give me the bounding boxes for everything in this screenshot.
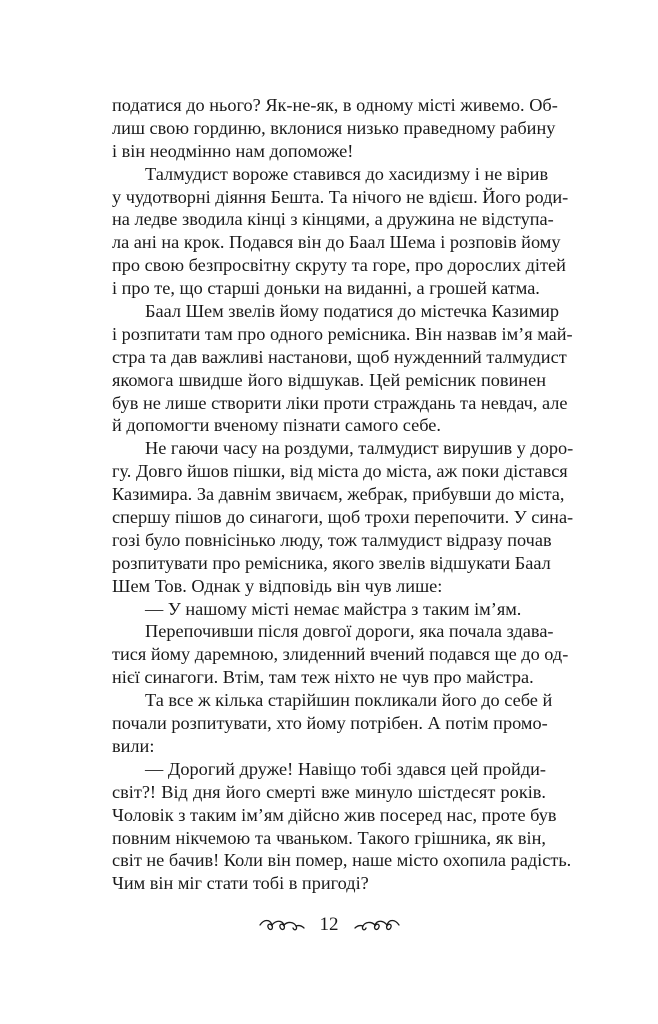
text-line: у чудотворні діяння Бешта. Та нічого не вдієш. Його роди- [112, 186, 569, 207]
text-line: і він неодмінно нам допоможе! [112, 140, 354, 161]
text-line: спершу пішов до синагоги, щоб трохи перепочити. У сина- [112, 507, 574, 528]
text-line: — Дорогий друже! Навіщо тобі здався цей пройди- [145, 758, 546, 779]
text-line: Казимира. За давнім звичаєм, жебрак, прибувши до міста, [112, 484, 565, 505]
text-line: — У нашому місті немає майстра з таким ім’ям. [145, 598, 522, 619]
text-line: й допомогти вченому пізнати самого себе. [112, 415, 441, 436]
text-line: вили: [112, 735, 155, 756]
flourish-right-icon [353, 917, 401, 933]
page-number: 12 [319, 914, 339, 935]
text-line: Шем Тов. Однак у відповідь він чув лише: [112, 575, 443, 596]
text-line: гозі було повнісінько люду, тож талмудист відразу почав [112, 529, 552, 550]
text-line: Перепочивши після довгої дороги, яка почала здава- [145, 621, 554, 642]
text-line: гу. Довго йшов пішки, від міста до міста, аж поки дістався [112, 461, 568, 482]
text-line: ла ані на крок. Подався він до Баал Шема і розповів йому [112, 232, 561, 253]
text-line: Талмудист вороже ставився до хасидизму і не вірив [145, 163, 549, 184]
text-line: світ не бачив! Коли він помер, наше місто охопила радість. [112, 850, 572, 871]
text-line: на ледве зводила кінці з кінцями, а дружина не відступа- [112, 209, 554, 230]
text-line: Баал Шем звелів йому податися до містечка Казимир [145, 301, 560, 322]
text-line: почали розпитувати, хто йому потрібен. А потім промо- [112, 713, 548, 734]
text-line: повним нікчемою та чваньком. Такого грішника, як він, [112, 827, 546, 848]
text-line: Чим він міг стати тобі в пригоді? [112, 873, 369, 894]
page-footer [0, 914, 658, 936]
text-line: і про те, що старші доньки на виданні, а грошей катма. [112, 278, 540, 299]
text-line: світ?! Від дня його смерті вже минуло шістдесят років. [112, 781, 546, 802]
text-line: був не лише створити ліки проти страждань та невдач, але [112, 392, 568, 413]
text-line: стра та дав важливі настанови, щоб нужденний талмудист [112, 346, 567, 367]
text-line: Та все ж кілька старійшин покликали його до себе й [145, 690, 553, 711]
text-line: розпитувати про ремісника, якого звелів відшукати Баал [112, 552, 551, 573]
text-line: Не гаючи часу на роздуми, талмудист вирушив у доро- [145, 438, 574, 459]
text-line: і розпитати там про одного ремісника. Він назвав ім’я май- [112, 323, 573, 344]
text-line: податися до нього? Як-не-як, в одному місті живемо. Об- [112, 95, 558, 115]
text-line: якомога швидше його відшукав. Цей ремісник повинен [112, 369, 546, 390]
body-text [112, 94, 574, 895]
text-line: тися йому даремною, злиденний вчений подався ще до од- [112, 644, 569, 665]
text-line: лиш свою гординю, вклонися низько праведному рабину [112, 117, 556, 138]
text-line: Чоловік з таким ім’ям дійсно жив посеред нас, проте був [112, 804, 557, 825]
text-line: про свою безпросвітну скруту та горе, про дорослих дітей [112, 255, 566, 276]
text-line: нієї синагоги. Втім, там теж ніхто не чув про майстра. [112, 667, 534, 688]
flourish-left-icon [258, 917, 306, 933]
